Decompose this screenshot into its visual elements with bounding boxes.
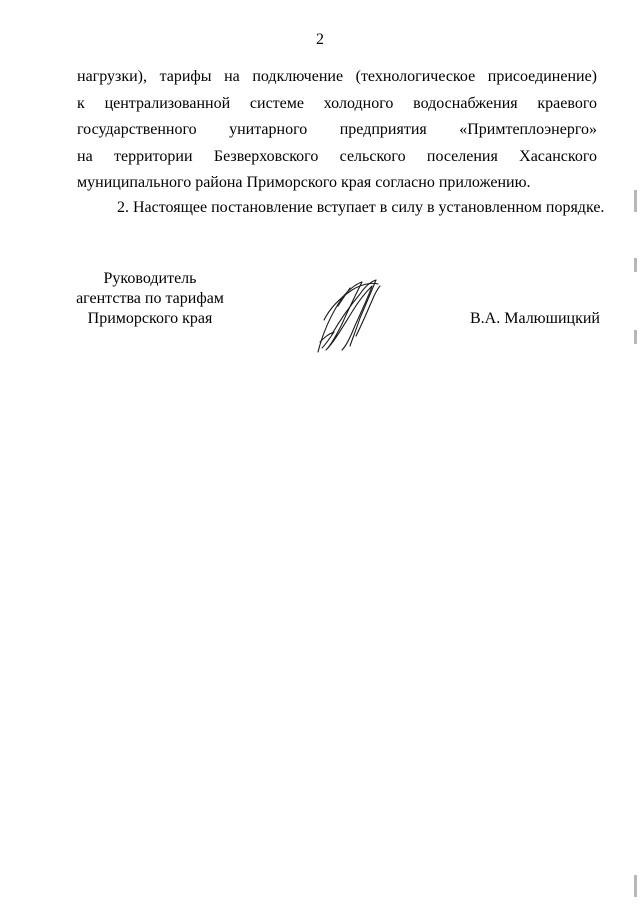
paragraph-1-line: на территории Безверховского сельского поселения Хасанского [77,147,597,165]
page-number: 2 [316,31,324,48]
handwritten-signature [312,276,384,356]
paragraph-1-line: нагрузки), тарифы на подключение (технологическое присоединение) [77,68,597,85]
paragraph-2: 2. Настоящее постановление вступает в силу в установленном порядке. [117,199,605,216]
paragraph-1-line: государственного унитарного предприятия «Примтеплоэнерго» [77,121,597,138]
signer-position-line: агентства по тарифам [76,290,224,307]
scan-edge-mark [634,330,637,344]
scan-edge-mark [634,190,637,212]
paragraph-1-line: к централизованной системе холодного водоснабжения краевого [77,94,597,112]
paragraph-1-line: муниципального района Приморского края согласно приложению. [77,174,531,191]
scan-edge-mark [634,258,637,272]
signer-name: В.А. Малюшицкий [470,310,600,327]
paragraph-1 [77,64,597,197]
signer-position [70,269,230,329]
signer-position-line: Руководитель [103,270,197,287]
scan-edge-mark [634,875,637,897]
signer-position-line: Приморского края [87,310,213,327]
